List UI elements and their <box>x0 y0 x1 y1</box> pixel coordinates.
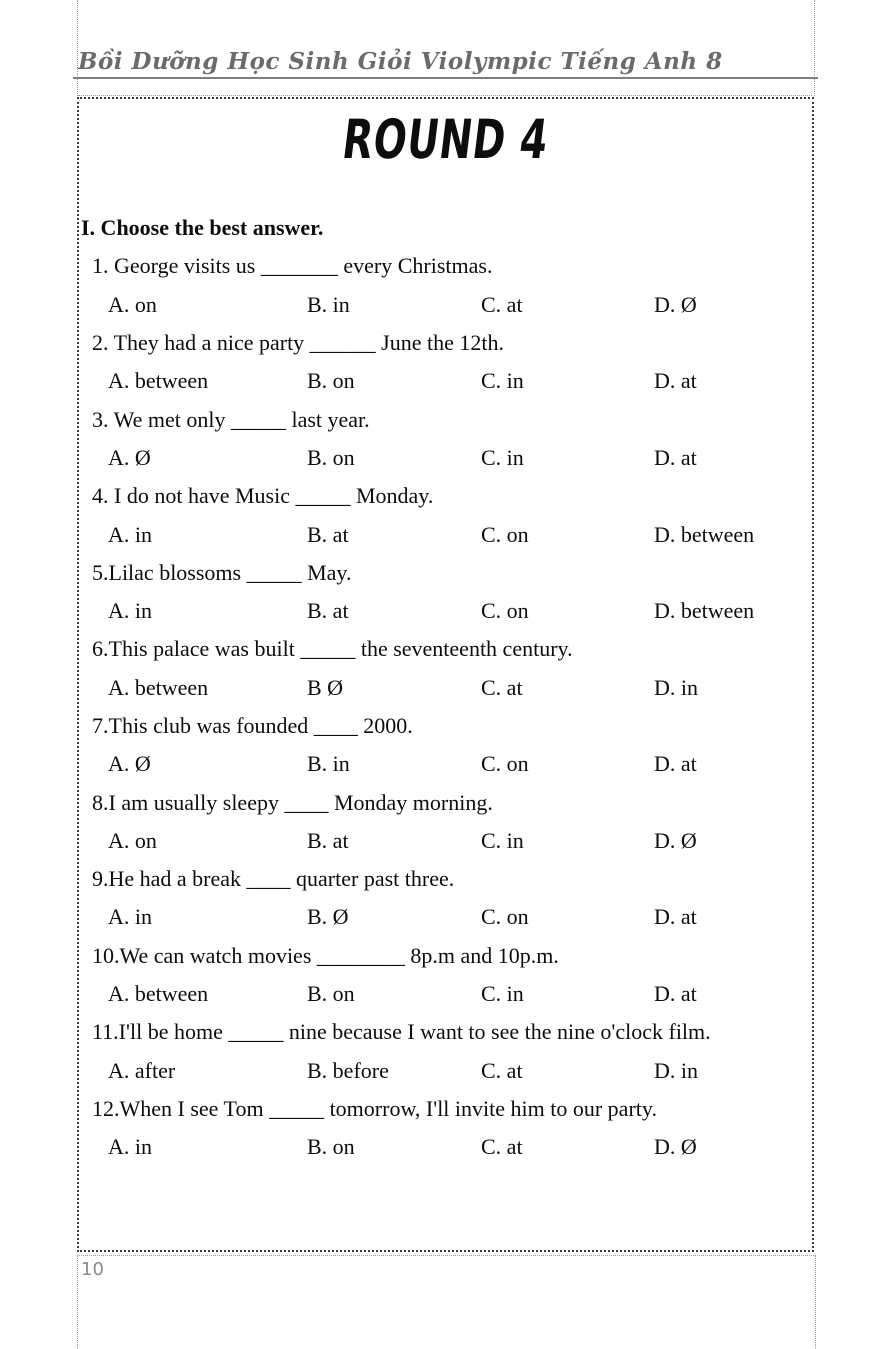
option-a: A. Ø <box>108 444 151 470</box>
option-a: A. in <box>108 904 152 930</box>
option-a: A. on <box>108 827 157 853</box>
option-a: A. between <box>108 674 209 700</box>
option-a: A. in <box>108 598 152 624</box>
option-a: A. in <box>108 1134 152 1160</box>
option-b: B Ø <box>307 674 344 700</box>
option-a: A. on <box>108 291 157 317</box>
option-d: D. between <box>654 598 755 624</box>
page-number: 10 <box>81 1259 104 1280</box>
option-d: D. in <box>654 674 698 700</box>
options-line <box>79 1052 812 1090</box>
option-c: C. on <box>481 751 529 777</box>
option-c: C. at <box>481 674 523 700</box>
question-line: 6.This palace was built _____ the seventeenth century. <box>92 636 573 662</box>
round-title: ROUND 4 <box>339 108 552 171</box>
option-a: A. after <box>108 1057 176 1083</box>
question-line: 8.I am usually sleepy ____ Monday morning. <box>92 789 493 815</box>
option-b: B. Ø <box>307 904 349 930</box>
option-d: D. Ø <box>654 1134 697 1160</box>
option-b: B. at <box>307 521 349 547</box>
option-c: C. on <box>481 521 529 547</box>
options-line <box>79 439 812 477</box>
option-c: C. at <box>481 291 523 317</box>
question-line: 12.When I see Tom _____ tomorrow, I'll invite him to our party. <box>92 1095 657 1121</box>
options-line <box>79 286 812 324</box>
option-a: A. Ø <box>108 751 151 777</box>
option-d: D. at <box>654 904 697 930</box>
options-line <box>79 515 812 553</box>
book-title: Bồi Dưỡng Học Sinh Giỏi Violympic Tiếng Anh 8 <box>78 48 723 75</box>
option-d: D. Ø <box>654 827 697 853</box>
question-line: 5.Lilac blossoms _____ May. <box>92 559 352 585</box>
option-b: B. in <box>307 751 350 777</box>
option-c: C. on <box>481 598 529 624</box>
question-list <box>79 209 812 1166</box>
option-b: B. at <box>307 598 349 624</box>
header-boundary-right <box>814 0 815 96</box>
option-d: D. at <box>654 751 697 777</box>
options-line <box>79 745 812 783</box>
option-d: D. between <box>654 521 755 547</box>
options-line <box>79 1128 812 1166</box>
question-line: 9.He had a break ____ quarter past three. <box>92 866 455 892</box>
option-b: B. before <box>307 1057 389 1083</box>
header-rule <box>73 77 818 79</box>
option-c: C. in <box>481 981 524 1007</box>
option-a: A. in <box>108 521 152 547</box>
option-d: D. Ø <box>654 291 697 317</box>
header-boundary-bottom <box>78 95 812 96</box>
option-c: C. in <box>481 368 524 394</box>
options-line <box>79 669 812 707</box>
question-line: 2. They had a nice party ______ June the 12th. <box>92 330 504 356</box>
footer-area <box>77 1255 816 1349</box>
option-a: A. between <box>108 368 209 394</box>
question-line: 3. We met only _____ last year. <box>92 406 370 432</box>
option-b: B. in <box>307 291 350 317</box>
option-d: D. at <box>654 368 697 394</box>
option-c: C. at <box>481 1057 523 1083</box>
option-d: D. at <box>654 981 697 1007</box>
option-b: B. on <box>307 444 355 470</box>
options-line <box>79 975 812 1013</box>
options-line <box>79 898 812 936</box>
section-heading: I. Choose the best answer. <box>81 215 324 241</box>
option-b: B. at <box>307 827 349 853</box>
option-b: B. on <box>307 981 355 1007</box>
option-b: B. on <box>307 1134 355 1160</box>
content-box <box>77 97 814 1252</box>
question-line: 10.We can watch movies ________ 8p.m and 10p.m. <box>92 942 559 968</box>
option-c: C. on <box>481 904 529 930</box>
options-line <box>79 362 812 400</box>
question-line: 4. I do not have Music _____ Monday. <box>92 483 434 509</box>
question-line: 1. George visits us _______ every Christmas. <box>92 253 493 279</box>
option-d: D. at <box>654 444 697 470</box>
option-b: B. on <box>307 368 355 394</box>
options-line <box>79 592 812 630</box>
options-line <box>79 822 812 860</box>
question-line: 11.I'll be home _____ nine because I want to see the nine o'clock film. <box>92 1019 711 1045</box>
option-c: C. at <box>481 1134 523 1160</box>
option-d: D. in <box>654 1057 698 1083</box>
option-c: C. in <box>481 444 524 470</box>
option-a: A. between <box>108 981 209 1007</box>
option-c: C. in <box>481 827 524 853</box>
question-line: 7.This club was founded ____ 2000. <box>92 713 413 738</box>
